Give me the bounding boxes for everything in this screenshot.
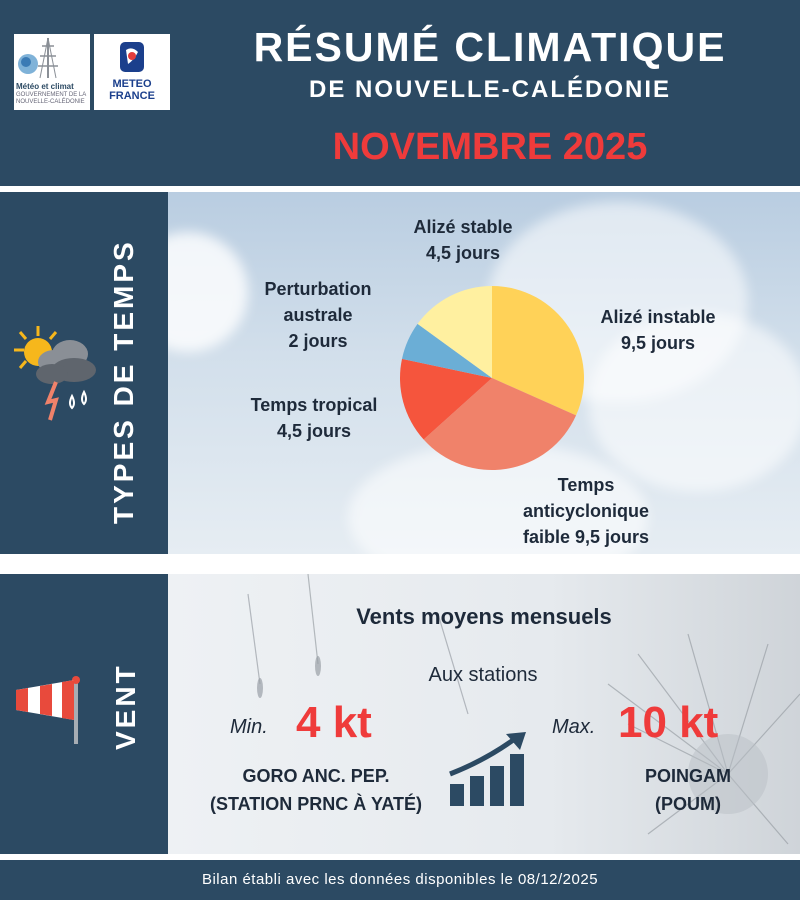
- min-station-line2: (STATION PRNC À YATÉ): [209, 794, 422, 814]
- pie-label-perturbation-value: 2 jours: [288, 331, 348, 351]
- meteo-france-line1: METEO: [112, 78, 152, 90]
- max-value: 10 kt: [618, 698, 719, 747]
- pie-label-tropical-name: Temps tropical: [250, 395, 378, 415]
- min-label: Min.: [230, 716, 268, 738]
- meteo-france-logo: [94, 34, 170, 110]
- types-chart-area: [168, 192, 800, 554]
- pie-label-anticyclonique-value: faible 9,5 jours: [522, 527, 650, 547]
- gov-logo-title: Météo et climat: [16, 82, 74, 91]
- growth-chart-icon: [446, 730, 536, 810]
- max-label: Max.: [552, 716, 596, 738]
- footer-note: Bilan établi avec les données disponibles le 08/12/2025: [201, 871, 599, 888]
- pie-label-tropical-value: 4,5 jours: [276, 421, 352, 441]
- pie-label-alize-instable-name: Alizé instable: [600, 307, 716, 327]
- sun-cloud-storm-icon: [4, 322, 114, 432]
- pie-label-alize-stable-value: 4,5 jours: [425, 243, 501, 263]
- min-value: 4 kt: [296, 698, 372, 747]
- pie-label-perturbation-name2: australe: [283, 305, 353, 325]
- pie-label-perturbation-australe: [238, 276, 398, 354]
- windsock-icon: [10, 674, 90, 744]
- antenna-icon: [14, 34, 90, 80]
- wind-heading: Vents moyens mensuels: [356, 604, 612, 629]
- meteo-france-line2: FRANCE: [109, 90, 155, 102]
- wind-section-label: VENT: [110, 663, 141, 750]
- max-station-line2: (POUM): [655, 794, 721, 814]
- page-subtitle: DE NOUVELLE-CALÉDONIE: [308, 76, 671, 103]
- wind-subheading: Aux stations: [428, 664, 538, 686]
- period-title: NOVEMBRE 2025: [332, 126, 648, 168]
- pie-label-perturbation-name1: Perturbation: [264, 279, 372, 299]
- page-title: RÉSUMÉ CLIMATIQUE: [253, 24, 727, 70]
- pie-label-temps-tropical: [224, 392, 404, 444]
- min-station-line1: GORO ANC. PEP.: [242, 766, 390, 786]
- pie-label-alize-stable: [378, 214, 548, 266]
- gov-logo: [14, 34, 90, 110]
- pie-label-alize-stable-name: Alizé stable: [413, 217, 513, 237]
- wind-side-panel: [0, 574, 168, 854]
- pie-label-anticyclonique-name2: anticyclonique: [522, 501, 650, 521]
- meteo-france-emblem-icon: [94, 38, 170, 78]
- separator: [0, 554, 800, 574]
- header: [0, 0, 800, 186]
- pie-label-anticyclonique-name1: Temps: [557, 475, 615, 495]
- pie-label-alize-instable: [568, 304, 748, 356]
- gov-logo-subtitle: GOUVERNEMENT DE LA NOUVELLE-CALÉDONIE: [16, 92, 86, 105]
- types-section-label: TYPES DE TEMPS: [108, 239, 139, 524]
- meteo-france-text: [94, 78, 170, 102]
- types-side-panel: [0, 192, 168, 554]
- pie-label-anticyclonique: [486, 472, 686, 550]
- pie-label-alize-instable-value: 9,5 jours: [620, 333, 696, 353]
- max-station-line1: POINGAM: [644, 766, 731, 786]
- wind-panel: [168, 574, 800, 854]
